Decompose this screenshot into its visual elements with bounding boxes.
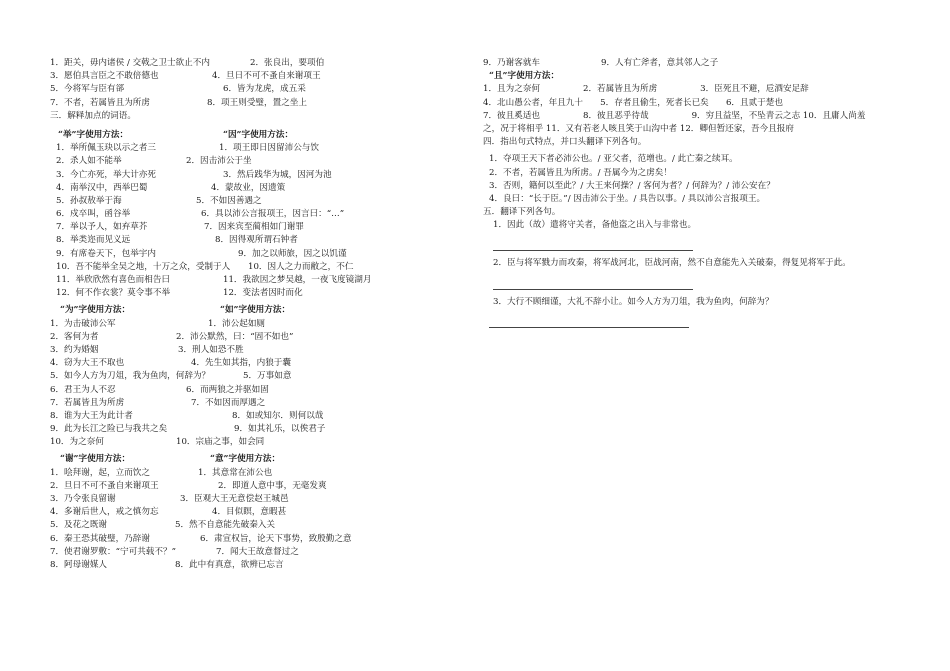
translation-question: 1．因此（故）遣将守关者，备他盗之出入与非常也。: [493, 220, 697, 231]
section-4-heading: 四．指出句式特点，并口头翻译下列各句。: [483, 137, 647, 148]
item: 5．孙叔敖举于海: [56, 195, 122, 206]
item: 9．如其礼乐，以俟君子: [234, 424, 326, 435]
section-1: [50, 57, 450, 110]
item: 8．因得观所谓石钟者: [215, 235, 298, 246]
translation-question: 3．大行不顾细谨，大礼不辞小让。如今人方为刀俎，我为鱼肉，何辞为？: [493, 296, 774, 307]
item: 7．不如因而厚遇之: [191, 397, 266, 408]
item: 8．阿母谢媒人: [50, 559, 108, 570]
item: 7．因来宾至蔺相如门谢罪: [204, 222, 304, 233]
item: 1．为击破沛公军: [50, 318, 116, 329]
item: 3．然后践华为城，因河为池: [223, 169, 332, 180]
list-row: [50, 423, 450, 436]
item: 2．客何为者: [50, 331, 99, 342]
item: 6．皆为龙虎，成五采: [223, 84, 306, 95]
list-row: [50, 331, 450, 344]
item: 8．谁为大王为此计者: [50, 410, 133, 421]
heading-wei: “为”字使用方法：: [60, 305, 131, 316]
item: 2．旦日不可不蚤自来谢项王: [50, 480, 159, 491]
item: 9．此为长江之险已与我共之矣: [50, 424, 168, 435]
group-heading-row: [50, 453, 450, 466]
item: 2．沛公默然，曰：“固不如也”: [176, 331, 294, 342]
qie-line: 之，况于将相乎 11．又有若老人咳且笑于山沟中者 12．卿但暂还家，吾今且报府: [483, 123, 794, 134]
item: 2．杀人如不能举: [56, 156, 122, 167]
answer-line[interactable]: [489, 315, 689, 328]
list-row: [50, 70, 450, 83]
section-3-heading: 三．解释加点的词语。: [50, 110, 136, 121]
item: 4．旦日不可不蚤自来谢项王: [212, 71, 321, 82]
item: 5．及花之既谢: [50, 520, 108, 531]
item: 9．有席卷天下，包举宇内: [56, 248, 156, 259]
sentence: 1．夺项王天下者必沛公也。/ 亚父者，范增也。/ 此亡秦之续耳。: [489, 154, 738, 165]
list-row: [50, 261, 450, 274]
item: 1．沛公起如厕: [208, 318, 266, 329]
item: 10．因人之力而敝之，不仁: [248, 261, 354, 272]
list-row: [50, 436, 450, 449]
list-row: [50, 234, 450, 247]
item: 11．我欲因之梦吴越，一夜飞度镜湖月: [223, 275, 372, 285]
qie-line: 4．北山愚公者，年且九十 5．存者且偷生，死者长已矣 6．且贰于楚也: [483, 97, 783, 108]
list-row: [50, 384, 450, 397]
list-row: [50, 357, 450, 370]
heading-ru: “如”字使用方法：: [220, 305, 291, 316]
group-heading-row: [50, 129, 450, 142]
item: 3．愿伯具言臣之不敢倍德也: [50, 71, 159, 82]
answer-line[interactable]: [493, 277, 693, 290]
list-row: [50, 559, 450, 572]
item: 12．何不作衣裳？莫令事不举: [56, 288, 171, 299]
item: 9．加之以师旅，因之以饥谨: [238, 248, 347, 259]
item: 6．秦王恐其破璧，乃辞谢: [50, 533, 150, 544]
list-row: [50, 318, 450, 331]
list-row: [50, 274, 450, 287]
group-wei-ru: [50, 304, 450, 449]
list-row: [50, 97, 450, 110]
list-row: [50, 182, 450, 195]
item: 2．张良出，要项伯: [250, 58, 325, 68]
item: 9．乃谢客就车: [483, 58, 541, 68]
item: 8．项王则受璧，置之坐上: [207, 97, 307, 108]
group-xie-yi: [50, 453, 450, 572]
list-row: [50, 155, 450, 168]
item: 7．若属皆且为所虏: [50, 397, 125, 408]
item: 5．然不自意能先破秦入关: [175, 520, 275, 531]
list-row: [50, 57, 450, 70]
answer-line[interactable]: [493, 238, 693, 251]
item: 6．具以沛公言报项王，因言曰：“…”: [201, 209, 345, 220]
list-row: [50, 480, 450, 493]
item: 3．约为婚姻: [50, 344, 99, 355]
item: 10．宗庙之事，如会同: [176, 437, 265, 448]
list-row: [50, 208, 450, 221]
list-row: [50, 195, 450, 208]
item: 12．变法者因时而化: [223, 288, 303, 299]
item: 9．人有亡斧者，意其邻人之子: [601, 58, 719, 68]
qie-line: 7．彼且奚适也 8．彼且恶乎待哉 9．穷且益坚，不坠青云之志 10．且庸人尚羞: [483, 110, 866, 121]
item: 8．此中有真意，欲辨已忘言: [175, 559, 284, 570]
list-row: [50, 533, 450, 546]
item: 1．举所佩玉玦以示之者三: [56, 143, 156, 154]
heading-yi: “意”字使用方法：: [210, 454, 281, 465]
item: 4．多谢后世人，戒之慎勿忘: [50, 507, 159, 518]
list-row: [50, 370, 450, 383]
item: 3．今亡亦死，举大计亦死: [56, 169, 156, 180]
item: 6．肃宣权旨，论天下事势，致殷勤之意: [200, 533, 352, 544]
list-row: [50, 467, 450, 480]
item: 6．戍卒叫，函谷举: [56, 209, 131, 220]
translation-question: 2．臣与将军戮力而攻秦，将军战河北，臣战河南，然不自意能先入关破秦，得复见将军于此。: [493, 258, 851, 269]
item: 1．哙拜谢，起，立而饮之: [50, 467, 150, 478]
item: 7．使君谢罗敷：“宁可共载不？”: [50, 546, 176, 557]
list-row: [483, 57, 908, 70]
item: 11．举欣欣然有喜色而相告曰: [56, 275, 171, 285]
group-heading-row: [50, 304, 450, 317]
item: 6．君王为人不忍: [50, 384, 116, 395]
sentence: 3．否则，籍何以至此？/ 大王来何操？/ 客何为者？/ 何辞为？/ 沛公安在？: [489, 180, 775, 191]
section-5-heading: 五．翻译下列各句。: [483, 207, 561, 218]
item: 7．闻大王故意督过之: [216, 546, 299, 557]
list-row: [50, 344, 450, 357]
list-row: [50, 169, 450, 182]
sentence: 4．良曰：“长于臣。”/ 因击沛公于坐。/ 具告以事。/ 具以沛公言报项王。: [489, 193, 766, 204]
list-row: [50, 248, 450, 261]
list-row: [50, 397, 450, 410]
item: 8．举类迩而见义远: [56, 235, 131, 246]
item: 6．而两狼之并驱如固: [186, 384, 269, 395]
item: 2．即道人意中事，无毫发爽: [218, 480, 327, 491]
item: 5．不如因善遇之: [196, 195, 262, 206]
list-row: [50, 221, 450, 234]
sentence: 2．不者，若属皆且为所虏。/ 吾属今为之虏矣！: [489, 167, 672, 178]
item: 5．如今人方为刀俎，我为鱼肉，何辞为？: [50, 371, 211, 382]
item: 8．如或知尔．则何以哉: [232, 410, 324, 421]
item: 3．刑人如恐不胜: [178, 344, 244, 355]
item: 1．距关，毋内诸侯 / 交戟之卫士欲止不内: [50, 58, 210, 68]
item: 10．吾不能举全吴之地，十万之众，受制于人: [56, 261, 231, 272]
item: 5．今将军与臣有郤: [50, 84, 125, 95]
list-row: [50, 287, 450, 300]
item: 4．南举汉中，西举巴蜀: [56, 182, 148, 193]
heading-yin: “因”字使用方法：: [223, 129, 294, 140]
item: 1．其意常在沛公也: [198, 467, 273, 478]
heading-ju: “举”字使用方法：: [58, 129, 129, 140]
item: 10．为之奈何: [50, 437, 104, 448]
item: 7．不者，若属皆且为所虏: [50, 97, 150, 108]
item: 7．举以予人，如弃草芥: [56, 222, 148, 233]
list-row: [50, 519, 450, 532]
list-row: [50, 493, 450, 506]
item: 4．目似瞑，意暇甚: [212, 507, 287, 518]
list-row: [50, 83, 450, 96]
group-ju-yin: [50, 129, 450, 300]
right-column: [483, 57, 908, 328]
heading-xie: “谢”字使用方法：: [60, 454, 131, 465]
item: 1．项王即日因留沛公与饮: [219, 143, 319, 154]
list-row: [50, 410, 450, 423]
left-column: [50, 57, 450, 572]
list-row: [50, 142, 450, 155]
item: 5．万事如意: [243, 371, 292, 382]
list-row: [50, 546, 450, 559]
qie-line: 1．且为之奈何 2．若属皆且为所虏 3．臣死且不避，卮酒安足辞: [483, 84, 809, 95]
item: 3．乃令张良留谢: [50, 494, 116, 504]
item: 4．窃为大王不取也: [50, 358, 125, 369]
item: 4．蒙故业，因遗策: [211, 182, 286, 193]
heading-qie: “且”字使用方法：: [489, 71, 560, 82]
item: 4．先生如其指，内狼于囊: [191, 358, 291, 369]
item: 3．臣观大王无意偿赵王城邑: [180, 494, 289, 504]
item: 2．因击沛公于坐: [186, 156, 252, 167]
list-row: [50, 506, 450, 519]
